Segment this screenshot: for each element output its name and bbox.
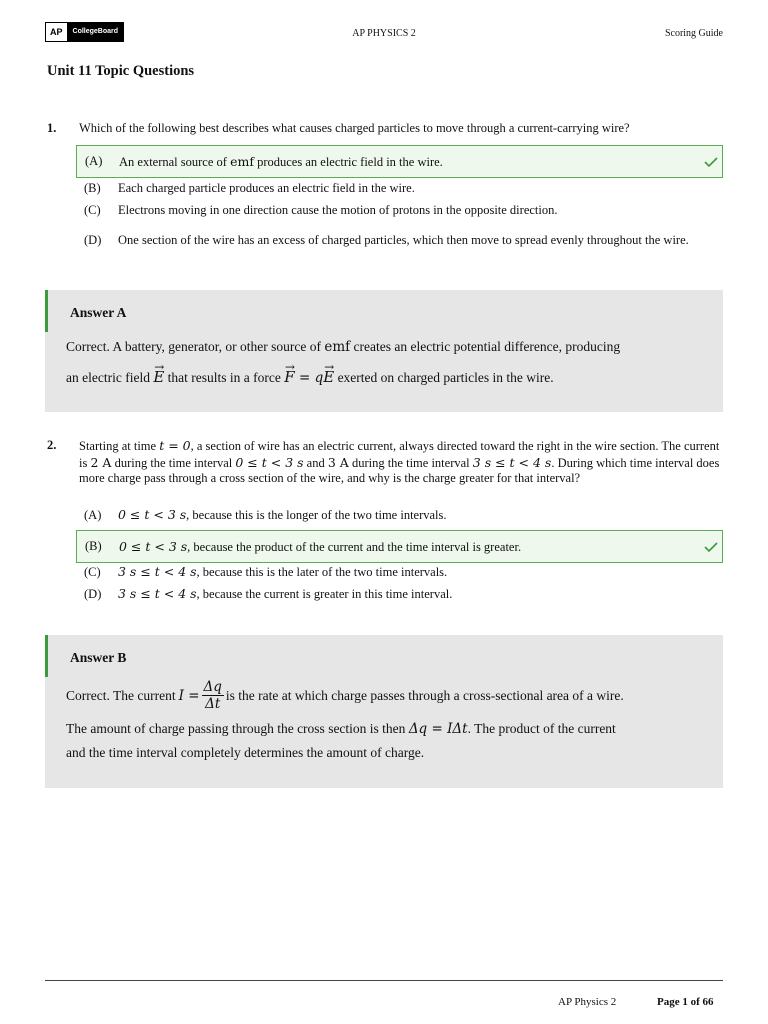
answer-explanation-line-3: and the time interval completely determines the amount of charge. xyxy=(66,745,425,760)
option-text: 3 s ≤ t < 4 s, because this is the later of the two time intervals. xyxy=(118,564,448,579)
q1-option-c[interactable] xyxy=(76,201,723,219)
option-letter: (C) xyxy=(84,202,101,217)
footer-divider xyxy=(45,980,723,981)
q2-option-d[interactable] xyxy=(76,585,723,603)
option-letter: (B) xyxy=(85,539,102,553)
q2-option-c[interactable] xyxy=(76,563,723,581)
answer-title: Answer B xyxy=(70,650,127,665)
page-title: Unit 11 Topic Questions xyxy=(47,63,195,79)
fraction-dq-dt: $\frac{\Delta q}{\Delta t}$ xyxy=(203,679,222,712)
answer-box-q1 xyxy=(45,290,723,412)
question-1-number: 1. xyxy=(47,121,57,135)
question-2-text: Starting at time t = 0, a section of wire has an electric current, always directed toward the right in the wire section. The current is 2 A during the time interval 0 ≤ t < 3 s and 3 A during the time interval 3 s ≤ t < 4 s. During which time interval does more charge pass through a cross section of the wire, and why is the charge greater for that interval? xyxy=(79,438,720,485)
logo-ap: AP xyxy=(46,23,68,41)
option-letter: (B) xyxy=(84,180,101,195)
answer-explanation-line-1: Correct. The current I = $\frac{\Delta q}{\Delta t}$ is the rate at which charge passes through a cross-sectional area of a wire. xyxy=(66,679,624,712)
option-letter: (A) xyxy=(85,154,103,168)
answer-title: Answer A xyxy=(70,305,127,320)
answer-accent-bar xyxy=(45,635,48,677)
question-1-text: Which of the following best describes what causes charged particles to move through a current-carrying wire? xyxy=(79,121,630,135)
answer-box-q2 xyxy=(45,635,723,788)
option-text: 0 ≤ t < 3 s, because this is the longer of the two time intervals. xyxy=(118,507,447,522)
correct-check-icon xyxy=(704,157,718,167)
option-letter: (C) xyxy=(84,564,101,579)
option-text: 0 ≤ t < 3 s, because the product of the current and the time interval is greater. xyxy=(119,538,522,554)
vector-e: → E xyxy=(153,367,164,387)
q1-option-b[interactable] xyxy=(76,179,723,197)
footer-page-number: Page 1 of 66 xyxy=(657,996,714,1008)
correct-check-icon xyxy=(704,542,718,552)
header-doc-type: Scoring Guide xyxy=(664,28,723,39)
vector-e: → E xyxy=(323,367,334,387)
header-course: AP PHYSICS 2 xyxy=(352,28,416,39)
option-text: One section of the wire has an excess of charged particles, which then move to spread evenly throughout the wire. xyxy=(118,232,689,247)
footer-course: AP Physics 2 xyxy=(558,996,617,1008)
answer-explanation-line-2: The amount of charge passing through the cross section is then Δq = IΔt. The product of the current xyxy=(66,721,616,737)
vector-f: → F xyxy=(284,367,294,387)
option-letter: (A) xyxy=(84,507,102,522)
question-2-number: 2. xyxy=(47,438,57,452)
q1-option-a[interactable] xyxy=(76,145,723,178)
logo-collegeboard: CollegeBoard xyxy=(68,23,124,41)
answer-explanation-line-1: Correct. A battery, generator, or other source of emf creates an electric potential difference, producing xyxy=(66,339,621,355)
option-text: An external source of emf produces an electric field in the wire. xyxy=(119,153,443,169)
option-letter: (D) xyxy=(84,232,102,247)
q2-option-a[interactable] xyxy=(76,506,723,524)
option-text: 3 s ≤ t < 4 s, because the current is greater in this time interval. xyxy=(118,586,453,601)
answer-accent-bar xyxy=(45,290,48,332)
option-text: Electrons moving in one direction cause the motion of protons in the opposite direction. xyxy=(118,202,558,217)
q2-option-b[interactable] xyxy=(76,530,723,563)
q1-option-d[interactable] xyxy=(76,223,723,257)
option-letter: (D) xyxy=(84,586,102,601)
option-text: Each charged particle produces an electric field in the wire. xyxy=(118,180,415,195)
answer-explanation-line-2: an electric field → E that results in a force → F = q→ E exerted on charged particles in the wire. xyxy=(66,367,706,388)
